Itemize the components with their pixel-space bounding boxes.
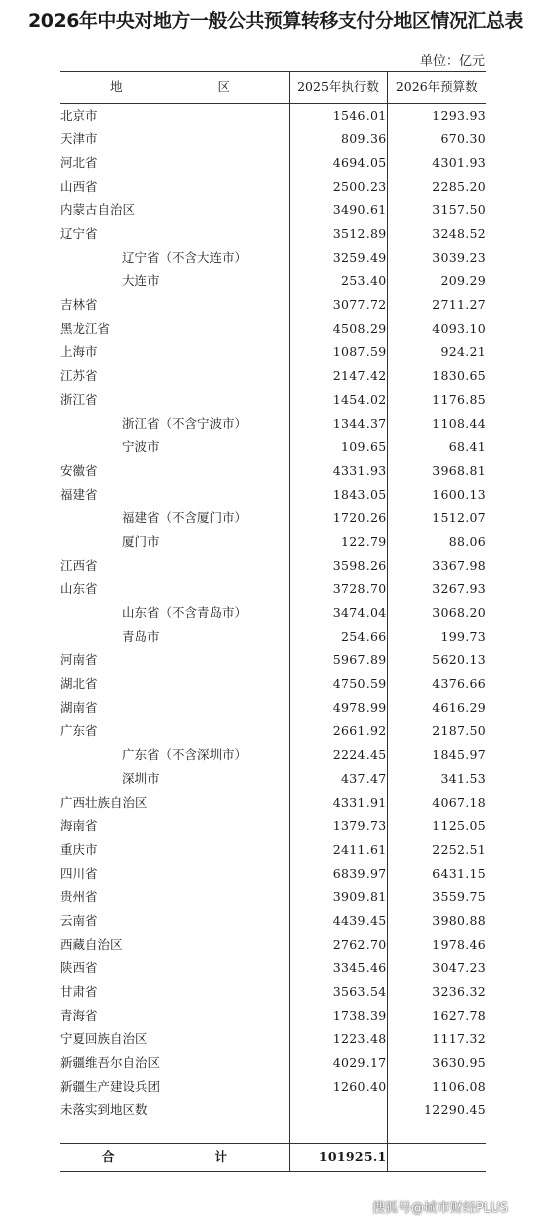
value-2026: 670.30 bbox=[387, 128, 486, 152]
region-name: 厦门市 bbox=[122, 533, 160, 549]
value-2025: 109.65 bbox=[289, 436, 387, 460]
table-row bbox=[60, 246, 486, 270]
table-row bbox=[60, 957, 486, 981]
table-row bbox=[60, 744, 486, 768]
value-2025: 3728.70 bbox=[289, 578, 387, 602]
value-2025: 3512.89 bbox=[289, 222, 387, 246]
value-2025: 2224.45 bbox=[289, 744, 387, 768]
spacer-cell bbox=[60, 1123, 289, 1144]
header-2026: 2026年预算数 bbox=[387, 72, 486, 104]
value-2026: 3559.75 bbox=[387, 886, 486, 910]
region-name: 新疆维吾尔自治区 bbox=[60, 1055, 161, 1071]
table-row bbox=[60, 294, 486, 318]
table-row bbox=[60, 507, 486, 531]
value-2026: 1108.44 bbox=[387, 412, 486, 436]
value-2026: 3630.95 bbox=[387, 1052, 486, 1076]
value-2026: 1106.08 bbox=[387, 1075, 486, 1099]
value-2026: 1627.78 bbox=[387, 1004, 486, 1028]
value-2026: 3267.93 bbox=[387, 578, 486, 602]
value-2025: 4439.45 bbox=[289, 909, 387, 933]
table-row bbox=[60, 199, 486, 223]
table-row bbox=[60, 1075, 486, 1099]
value-2026: 3236.32 bbox=[387, 980, 486, 1004]
value-2025: 1454.02 bbox=[289, 388, 387, 412]
value-2025: 2661.92 bbox=[289, 720, 387, 744]
table-row bbox=[60, 104, 486, 128]
value-2025: 4029.17 bbox=[289, 1052, 387, 1076]
region-name: 河北省 bbox=[60, 154, 98, 170]
region-name: 浙江省 bbox=[60, 391, 98, 407]
table-row bbox=[60, 1028, 486, 1052]
value-2025: 4750.59 bbox=[289, 673, 387, 697]
value-2026: 2711.27 bbox=[387, 294, 486, 318]
region-name: 新疆生产建设兵团 bbox=[60, 1078, 161, 1094]
region-name: 贵州省 bbox=[60, 889, 98, 905]
region-name: 吉林省 bbox=[60, 297, 98, 313]
value-2025: 254.66 bbox=[289, 625, 387, 649]
table-row bbox=[60, 909, 486, 933]
table-row bbox=[60, 862, 486, 886]
spacer-row bbox=[60, 1123, 486, 1144]
value-2026: 3157.50 bbox=[387, 199, 486, 223]
region-name: 未落实到地区数 bbox=[60, 1102, 148, 1118]
value-2026: 1845.97 bbox=[387, 744, 486, 768]
transfer-payment-table bbox=[60, 71, 486, 1172]
table-row bbox=[60, 341, 486, 365]
region-name: 青海省 bbox=[60, 1007, 98, 1023]
value-2025: 2147.42 bbox=[289, 365, 387, 389]
region-name: 内蒙古自治区 bbox=[60, 202, 136, 218]
value-2025: 3598.26 bbox=[289, 554, 387, 578]
table-row bbox=[60, 530, 486, 554]
value-2026: 68.41 bbox=[387, 436, 486, 460]
value-2025: 1344.37 bbox=[289, 412, 387, 436]
region-name: 广东省（不含深圳市） bbox=[122, 747, 248, 763]
page-title: 2026年中央对地方一般公共预算转移支付分地区情况汇总表 bbox=[28, 10, 523, 32]
region-name: 湖南省 bbox=[60, 699, 98, 715]
table-row bbox=[60, 151, 486, 175]
value-2025: 6839.97 bbox=[289, 862, 387, 886]
total-2025: 101925.1 bbox=[289, 1143, 387, 1171]
value-2025: 3563.54 bbox=[289, 980, 387, 1004]
value-2025: 3077.72 bbox=[289, 294, 387, 318]
region-name: 西藏自治区 bbox=[60, 936, 123, 952]
region-name: 福建省（不含厦门市） bbox=[122, 510, 248, 526]
watermark: 搜狐号@城市财经PLUS bbox=[372, 1201, 509, 1216]
table-row bbox=[60, 886, 486, 910]
value-2026: 1125.05 bbox=[387, 815, 486, 839]
value-2025: 3259.49 bbox=[289, 246, 387, 270]
table-row bbox=[60, 459, 486, 483]
table-row bbox=[60, 175, 486, 199]
value-2026: 4093.10 bbox=[387, 317, 486, 341]
value-2025: 1223.48 bbox=[289, 1028, 387, 1052]
value-2025: 3490.61 bbox=[289, 199, 387, 223]
region-name: 山东省（不含青岛市） bbox=[122, 605, 248, 621]
header-region-char-2: 区 bbox=[217, 79, 231, 95]
table-row bbox=[60, 412, 486, 436]
table-row bbox=[60, 1099, 486, 1123]
region-name: 江苏省 bbox=[60, 368, 98, 384]
total-row bbox=[60, 1143, 486, 1171]
table-row bbox=[60, 222, 486, 246]
header-region-char-1: 地 bbox=[110, 79, 123, 95]
region-name: 黑龙江省 bbox=[60, 320, 111, 336]
value-2025: 1260.40 bbox=[289, 1075, 387, 1099]
value-2026: 1117.32 bbox=[387, 1028, 486, 1052]
region-name: 大连市 bbox=[122, 273, 160, 289]
table-row bbox=[60, 815, 486, 839]
region-name: 辽宁省 bbox=[60, 226, 98, 242]
value-2026: 1293.93 bbox=[387, 104, 486, 128]
table-row bbox=[60, 673, 486, 697]
value-2026: 2187.50 bbox=[387, 720, 486, 744]
value-2026: 3968.81 bbox=[387, 459, 486, 483]
table-header-row bbox=[60, 72, 486, 104]
value-2026: 88.06 bbox=[387, 530, 486, 554]
spacer-cell bbox=[387, 1123, 486, 1144]
region-name: 安徽省 bbox=[60, 462, 98, 478]
value-2025: 4978.99 bbox=[289, 696, 387, 720]
table-row bbox=[60, 1052, 486, 1076]
value-2026: 199.73 bbox=[387, 625, 486, 649]
table-row bbox=[60, 767, 486, 791]
value-2026: 3367.98 bbox=[387, 554, 486, 578]
table-row bbox=[60, 720, 486, 744]
value-2025 bbox=[289, 1099, 387, 1123]
region-name: 天津市 bbox=[60, 131, 98, 147]
table-row bbox=[60, 625, 486, 649]
value-2026: 1600.13 bbox=[387, 483, 486, 507]
value-2026: 924.21 bbox=[387, 341, 486, 365]
value-2025: 5967.89 bbox=[289, 649, 387, 673]
value-2025: 2762.70 bbox=[289, 933, 387, 957]
value-2026: 1512.07 bbox=[387, 507, 486, 531]
value-2026: 2252.51 bbox=[387, 838, 486, 862]
region-name: 四川省 bbox=[60, 865, 98, 881]
table-row bbox=[60, 317, 486, 341]
region-name: 江西省 bbox=[60, 557, 98, 573]
value-2025: 4508.29 bbox=[289, 317, 387, 341]
region-name: 海南省 bbox=[60, 818, 98, 834]
table-row bbox=[60, 483, 486, 507]
value-2025: 1843.05 bbox=[289, 483, 387, 507]
region-name: 广西壮族自治区 bbox=[60, 794, 148, 810]
region-name: 上海市 bbox=[60, 344, 98, 360]
value-2025: 1087.59 bbox=[289, 341, 387, 365]
spacer-cell bbox=[289, 1123, 387, 1144]
total-label bbox=[60, 1143, 289, 1171]
table-row bbox=[60, 649, 486, 673]
region-name: 浙江省（不含宁波市） bbox=[122, 415, 248, 431]
value-2026: 3980.88 bbox=[387, 909, 486, 933]
table-row bbox=[60, 578, 486, 602]
region-name: 辽宁省（不含大连市） bbox=[122, 249, 248, 265]
table-row bbox=[60, 980, 486, 1004]
value-2026: 3248.52 bbox=[387, 222, 486, 246]
value-2026: 2285.20 bbox=[387, 175, 486, 199]
table-row bbox=[60, 1004, 486, 1028]
table-row bbox=[60, 838, 486, 862]
value-2026: 3047.23 bbox=[387, 957, 486, 981]
table-row bbox=[60, 365, 486, 389]
region-name: 深圳市 bbox=[122, 770, 160, 786]
value-2026: 4616.29 bbox=[387, 696, 486, 720]
region-name: 宁波市 bbox=[122, 439, 160, 455]
header-2025: 2025年执行数 bbox=[289, 72, 387, 104]
region-name: 陕西省 bbox=[60, 960, 98, 976]
region-name: 山东省 bbox=[60, 581, 98, 597]
value-2025: 122.79 bbox=[289, 530, 387, 554]
table-row bbox=[60, 601, 486, 625]
table-row bbox=[60, 436, 486, 460]
region-name: 重庆市 bbox=[60, 841, 98, 857]
value-2026: 341.53 bbox=[387, 767, 486, 791]
value-2025: 1546.01 bbox=[289, 104, 387, 128]
total-label-char-2: 计 bbox=[214, 1148, 228, 1164]
region-name: 山西省 bbox=[60, 178, 98, 194]
value-2025: 2411.61 bbox=[289, 838, 387, 862]
total-label-char-1: 合 bbox=[102, 1148, 115, 1164]
value-2026: 1830.65 bbox=[387, 365, 486, 389]
table-row bbox=[60, 128, 486, 152]
table-row bbox=[60, 933, 486, 957]
value-2025: 809.36 bbox=[289, 128, 387, 152]
value-2026: 4301.93 bbox=[387, 151, 486, 175]
unit-label: 单位：亿元 bbox=[419, 54, 485, 69]
value-2025: 3345.46 bbox=[289, 957, 387, 981]
region-name: 甘肃省 bbox=[60, 984, 98, 1000]
value-2026: 3039.23 bbox=[387, 246, 486, 270]
value-2025: 4331.93 bbox=[289, 459, 387, 483]
region-name: 湖北省 bbox=[60, 676, 98, 692]
table-row bbox=[60, 270, 486, 294]
region-name: 广东省 bbox=[60, 723, 98, 739]
value-2025: 4694.05 bbox=[289, 151, 387, 175]
value-2025: 3909.81 bbox=[289, 886, 387, 910]
value-2025: 1379.73 bbox=[289, 815, 387, 839]
value-2025: 2500.23 bbox=[289, 175, 387, 199]
region-name: 云南省 bbox=[60, 912, 98, 928]
value-2025: 4331.91 bbox=[289, 791, 387, 815]
value-2026: 3068.20 bbox=[387, 601, 486, 625]
value-2026: 4376.66 bbox=[387, 673, 486, 697]
region-name: 青岛市 bbox=[122, 628, 160, 644]
table-row bbox=[60, 554, 486, 578]
value-2025: 1720.26 bbox=[289, 507, 387, 531]
region-name: 河南省 bbox=[60, 652, 98, 668]
value-2026: 1978.46 bbox=[387, 933, 486, 957]
region-name: 北京市 bbox=[60, 107, 98, 123]
header-region bbox=[60, 72, 289, 104]
value-2026: 5620.13 bbox=[387, 649, 486, 673]
value-2026: 1176.85 bbox=[387, 388, 486, 412]
region-name: 福建省 bbox=[60, 486, 98, 502]
region-name: 宁夏回族自治区 bbox=[60, 1031, 148, 1047]
table-row bbox=[60, 388, 486, 412]
value-2026: 209.29 bbox=[387, 270, 486, 294]
value-2025: 3474.04 bbox=[289, 601, 387, 625]
table-row bbox=[60, 696, 486, 720]
value-2026: 6431.15 bbox=[387, 862, 486, 886]
table-row bbox=[60, 791, 486, 815]
value-2026: 12290.45 bbox=[387, 1099, 486, 1123]
value-2025: 253.40 bbox=[289, 270, 387, 294]
total-2026 bbox=[387, 1143, 486, 1171]
value-2026: 4067.18 bbox=[387, 791, 486, 815]
value-2025: 1738.39 bbox=[289, 1004, 387, 1028]
value-2025: 437.47 bbox=[289, 767, 387, 791]
